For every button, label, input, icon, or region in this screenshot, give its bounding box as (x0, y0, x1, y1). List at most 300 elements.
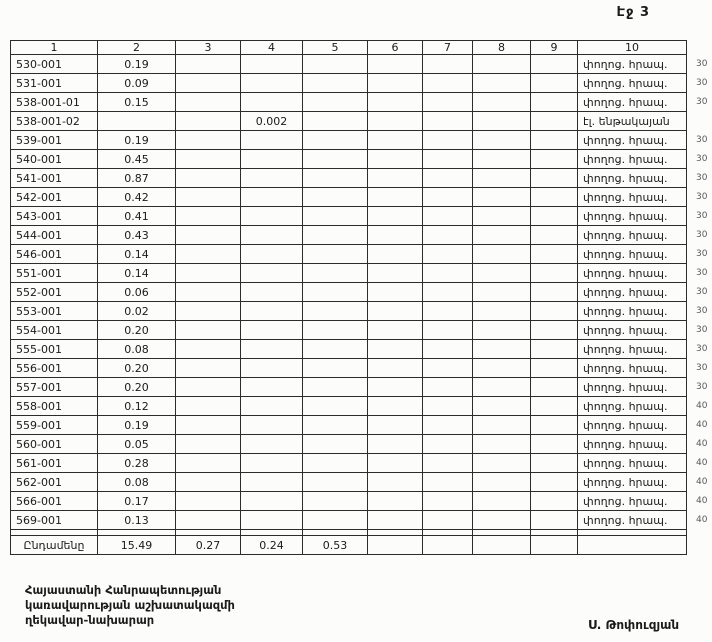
cell: փողոց. հրապ. (578, 473, 687, 492)
cell (368, 302, 423, 321)
cell (531, 454, 578, 473)
row-id-cell: 561-001 (11, 454, 98, 473)
table-row (11, 473, 687, 492)
cell (531, 340, 578, 359)
cell: փողոց. հրապ. (578, 131, 687, 150)
cell (473, 340, 531, 359)
cell (241, 454, 303, 473)
cell (241, 473, 303, 492)
table-row (11, 131, 687, 150)
cell (241, 340, 303, 359)
data-table-wrap (10, 40, 710, 555)
table-row (11, 112, 687, 131)
cell (473, 283, 531, 302)
cell: փողոց. հրապ. (578, 150, 687, 169)
cell (303, 454, 368, 473)
cell (241, 511, 303, 530)
cell (303, 188, 368, 207)
cell (531, 435, 578, 454)
cell (176, 264, 241, 283)
cell (241, 55, 303, 74)
cell: 0.27 (176, 536, 241, 555)
cell (423, 245, 473, 264)
cell: 0.13 (98, 511, 176, 530)
cell (368, 321, 423, 340)
column-header: 7 (423, 41, 473, 55)
cell (473, 397, 531, 416)
cell: 0.06 (98, 283, 176, 302)
cell (303, 207, 368, 226)
cell (473, 131, 531, 150)
margin-mark: 40 (696, 477, 708, 487)
page-number-label: Էջ 3 (616, 5, 650, 20)
cell (241, 131, 303, 150)
table-row (11, 93, 687, 112)
row-id-cell: 553-001 (11, 302, 98, 321)
cell (473, 473, 531, 492)
margin-mark: 30 (696, 59, 708, 69)
cell (368, 169, 423, 188)
cell (241, 93, 303, 112)
cell (531, 511, 578, 530)
cell (473, 536, 531, 555)
cell (303, 378, 368, 397)
column-header: 1 (11, 41, 98, 55)
cell (531, 207, 578, 226)
row-id-cell: 555-001 (11, 340, 98, 359)
cell: 0.08 (98, 473, 176, 492)
row-id-cell: 554-001 (11, 321, 98, 340)
cell: 0.05 (98, 435, 176, 454)
margin-mark: 30 (696, 192, 708, 202)
cell (176, 340, 241, 359)
margin-mark: 40 (696, 420, 708, 430)
column-header: 5 (303, 41, 368, 55)
column-header: 8 (473, 41, 531, 55)
table-row (11, 321, 687, 340)
cell: փողոց. հրապ. (578, 55, 687, 74)
cell (473, 150, 531, 169)
column-header: 4 (241, 41, 303, 55)
cell (368, 492, 423, 511)
cell (176, 435, 241, 454)
cell (368, 245, 423, 264)
cell (423, 321, 473, 340)
margin-mark: 40 (696, 439, 708, 449)
column-header: 10 (578, 41, 687, 55)
cell (368, 283, 423, 302)
margin-mark: 40 (696, 401, 708, 411)
cell (303, 74, 368, 93)
cell (423, 302, 473, 321)
cell: փողոց. հրապ. (578, 302, 687, 321)
row-id-cell: 531-001 (11, 74, 98, 93)
cell (303, 302, 368, 321)
cell (176, 473, 241, 492)
row-id-cell: 540-001 (11, 150, 98, 169)
cell (423, 207, 473, 226)
cell (176, 93, 241, 112)
data-table (10, 40, 687, 555)
margin-marks (692, 55, 712, 530)
cell (241, 283, 303, 302)
cell (176, 416, 241, 435)
cell (176, 302, 241, 321)
cell (303, 492, 368, 511)
margin-mark: 30 (696, 230, 708, 240)
cell (423, 150, 473, 169)
column-header: 6 (368, 41, 423, 55)
cell: 0.87 (98, 169, 176, 188)
row-id-cell: 551-001 (11, 264, 98, 283)
cell: էլ. ենթակայան (578, 112, 687, 131)
margin-mark: 30 (696, 154, 708, 164)
cell: 0.19 (98, 55, 176, 74)
cell (473, 302, 531, 321)
cell (241, 264, 303, 283)
cell (423, 536, 473, 555)
cell (176, 112, 241, 131)
cell (473, 74, 531, 93)
cell: 0.002 (241, 112, 303, 131)
cell (303, 321, 368, 340)
cell (303, 245, 368, 264)
cell (473, 321, 531, 340)
cell (531, 492, 578, 511)
cell: փողոց. հրապ. (578, 454, 687, 473)
cell (241, 321, 303, 340)
cell: 0.09 (98, 74, 176, 93)
cell: փողոց. հրապ. (578, 435, 687, 454)
cell (241, 397, 303, 416)
cell: 15.49 (98, 536, 176, 555)
cell (531, 416, 578, 435)
cell: 0.45 (98, 150, 176, 169)
cell (176, 226, 241, 245)
cell: փողոց. հրապ. (578, 359, 687, 378)
table-row (11, 359, 687, 378)
signature: Ս. Թոփուզյան (588, 618, 680, 632)
table-row (11, 55, 687, 74)
table-row (11, 340, 687, 359)
table-header-row (11, 41, 687, 55)
row-id-cell: 566-001 (11, 492, 98, 511)
cell (241, 378, 303, 397)
cell (241, 359, 303, 378)
margin-mark: 30 (696, 173, 708, 183)
cell (176, 169, 241, 188)
cell (473, 188, 531, 207)
cell (368, 188, 423, 207)
cell (176, 492, 241, 511)
cell (241, 416, 303, 435)
cell (176, 283, 241, 302)
cell: փողոց. հրապ. (578, 74, 687, 93)
cell: 0.19 (98, 416, 176, 435)
cell: 0.08 (98, 340, 176, 359)
row-id-cell: 543-001 (11, 207, 98, 226)
cell (423, 169, 473, 188)
cell (578, 536, 687, 555)
margin-mark: 30 (696, 249, 708, 259)
cell (303, 112, 368, 131)
cell (303, 416, 368, 435)
cell (368, 511, 423, 530)
margin-mark: 40 (696, 458, 708, 468)
cell (531, 473, 578, 492)
cell: փողոց. հրապ. (578, 283, 687, 302)
margin-mark: 30 (696, 306, 708, 316)
cell (176, 74, 241, 93)
cell (531, 55, 578, 74)
cell (473, 435, 531, 454)
margin-mark: 30 (696, 78, 708, 88)
cell: 0.53 (303, 536, 368, 555)
cell (303, 359, 368, 378)
cell (303, 226, 368, 245)
cell: 0.12 (98, 397, 176, 416)
cell: 0.42 (98, 188, 176, 207)
cell (531, 536, 578, 555)
cell: 0.14 (98, 245, 176, 264)
cell (368, 74, 423, 93)
cell (531, 321, 578, 340)
cell (531, 112, 578, 131)
row-id-cell: 538-001-01 (11, 93, 98, 112)
cell (423, 416, 473, 435)
cell (176, 397, 241, 416)
cell (423, 93, 473, 112)
row-id-cell: 544-001 (11, 226, 98, 245)
table-row (11, 264, 687, 283)
cell (241, 492, 303, 511)
cell (473, 207, 531, 226)
cell (176, 188, 241, 207)
row-id-cell: 562-001 (11, 473, 98, 492)
cell (531, 131, 578, 150)
cell: փողոց. հրապ. (578, 321, 687, 340)
cell (473, 511, 531, 530)
cell (473, 492, 531, 511)
cell (473, 226, 531, 245)
cell (303, 55, 368, 74)
cell (368, 93, 423, 112)
cell (473, 93, 531, 112)
cell: 0.19 (98, 131, 176, 150)
cell: 0.24 (241, 536, 303, 555)
cell (241, 302, 303, 321)
cell (531, 93, 578, 112)
cell (303, 283, 368, 302)
cell (531, 359, 578, 378)
margin-mark: 30 (696, 344, 708, 354)
cell: 0.02 (98, 302, 176, 321)
cell (473, 264, 531, 283)
cell (303, 131, 368, 150)
cell (423, 340, 473, 359)
cell (423, 473, 473, 492)
cell (368, 340, 423, 359)
cell: փողոց. հրապ. (578, 397, 687, 416)
cell (423, 454, 473, 473)
row-id-cell: 539-001 (11, 131, 98, 150)
cell (368, 207, 423, 226)
table-row (11, 169, 687, 188)
cell (423, 283, 473, 302)
row-id-cell: Ընդամենը (11, 536, 98, 555)
cell (473, 454, 531, 473)
row-id-cell: 546-001 (11, 245, 98, 264)
cell (368, 378, 423, 397)
cell: 0.14 (98, 264, 176, 283)
cell (473, 169, 531, 188)
table-row (11, 492, 687, 511)
cell (241, 245, 303, 264)
cell (241, 226, 303, 245)
cell (303, 397, 368, 416)
margin-mark: 30 (696, 97, 708, 107)
cell (473, 416, 531, 435)
cell (368, 435, 423, 454)
cell: փողոց. հրապ. (578, 226, 687, 245)
cell (423, 264, 473, 283)
cell (423, 55, 473, 74)
cell: փողոց. հրապ. (578, 188, 687, 207)
cell (241, 435, 303, 454)
margin-mark: 30 (696, 325, 708, 335)
cell (368, 359, 423, 378)
cell (423, 74, 473, 93)
table-row (11, 511, 687, 530)
column-header: 9 (531, 41, 578, 55)
row-id-cell: 556-001 (11, 359, 98, 378)
footer-line: ղեկավար-նախարար (25, 613, 155, 627)
cell (368, 131, 423, 150)
margin-mark: 40 (696, 515, 708, 525)
cell (303, 340, 368, 359)
cell (531, 74, 578, 93)
column-header: 2 (98, 41, 176, 55)
cell (303, 473, 368, 492)
table-row (11, 245, 687, 264)
margin-mark: 30 (696, 211, 708, 221)
cell: փողոց. հրապ. (578, 264, 687, 283)
cell (423, 112, 473, 131)
row-id-cell: 541-001 (11, 169, 98, 188)
margin-mark: 30 (696, 382, 708, 392)
cell (531, 283, 578, 302)
cell (303, 150, 368, 169)
cell (176, 378, 241, 397)
cell (423, 435, 473, 454)
cell (241, 74, 303, 93)
cell (531, 169, 578, 188)
table-body (11, 55, 687, 555)
footer-line: կառավարության աշխատակազմի (25, 598, 235, 612)
cell (368, 264, 423, 283)
cell (531, 302, 578, 321)
cell (531, 378, 578, 397)
margin-mark: 30 (696, 363, 708, 373)
cell (303, 264, 368, 283)
cell (531, 150, 578, 169)
cell (531, 397, 578, 416)
cell (473, 359, 531, 378)
cell (241, 169, 303, 188)
cell (368, 416, 423, 435)
cell (423, 378, 473, 397)
cell (241, 188, 303, 207)
table-row (11, 74, 687, 93)
cell (531, 188, 578, 207)
cell (368, 226, 423, 245)
cell: փողոց. հրապ. (578, 340, 687, 359)
table-row (11, 226, 687, 245)
table-row (11, 188, 687, 207)
cell: 0.17 (98, 492, 176, 511)
cell (423, 511, 473, 530)
cell (531, 264, 578, 283)
cell (473, 55, 531, 74)
table-row (11, 416, 687, 435)
cell: 0.15 (98, 93, 176, 112)
cell (368, 454, 423, 473)
cell (176, 511, 241, 530)
table-row (11, 435, 687, 454)
cell (241, 150, 303, 169)
cell (423, 188, 473, 207)
cell (473, 378, 531, 397)
cell (423, 131, 473, 150)
cell (423, 397, 473, 416)
cell: 0.20 (98, 378, 176, 397)
cell (176, 359, 241, 378)
cell: փողոց. հրապ. (578, 378, 687, 397)
cell (303, 511, 368, 530)
row-id-cell: 559-001 (11, 416, 98, 435)
cell: 0.43 (98, 226, 176, 245)
row-id-cell: 569-001 (11, 511, 98, 530)
cell: 0.41 (98, 207, 176, 226)
table-row (11, 207, 687, 226)
cell: փողոց. հրապ. (578, 245, 687, 264)
row-id-cell: 538-001-02 (11, 112, 98, 131)
cell (368, 150, 423, 169)
footer-block (25, 583, 235, 628)
cell: փողոց. հրապ. (578, 492, 687, 511)
margin-mark: 30 (696, 287, 708, 297)
cell (176, 454, 241, 473)
cell: 0.28 (98, 454, 176, 473)
cell (176, 55, 241, 74)
cell (241, 207, 303, 226)
cell (368, 55, 423, 74)
row-id-cell: 560-001 (11, 435, 98, 454)
cell: փողոց. հրապ. (578, 93, 687, 112)
table-row (11, 302, 687, 321)
margin-mark: 40 (696, 496, 708, 506)
cell (303, 93, 368, 112)
cell (423, 226, 473, 245)
row-id-cell: 542-001 (11, 188, 98, 207)
cell (303, 169, 368, 188)
cell (303, 435, 368, 454)
cell (98, 112, 176, 131)
cell (368, 112, 423, 131)
cell: 0.20 (98, 321, 176, 340)
cell (368, 397, 423, 416)
cell: փողոց. հրապ. (578, 416, 687, 435)
